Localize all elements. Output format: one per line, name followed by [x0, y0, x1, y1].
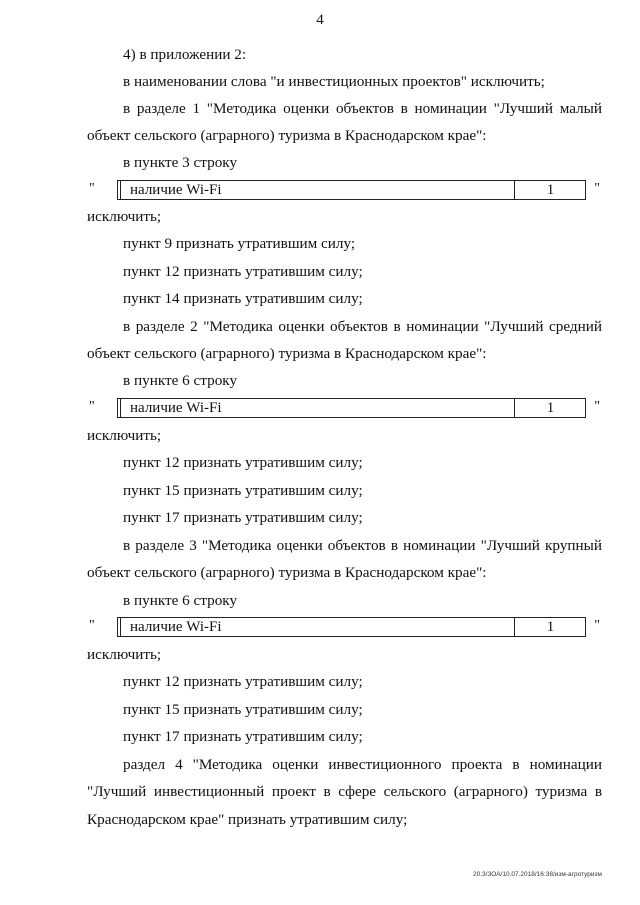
- text-line: 4) в приложении 2:: [123, 46, 247, 63]
- table-row: [87, 617, 602, 637]
- text-line: исключить;: [87, 208, 162, 225]
- text-line: раздел 4 "Методика оценки инвестиционного проекта в номинации: [123, 756, 602, 773]
- row-name-cell: наличие Wi-Fi: [120, 399, 514, 417]
- page-number: 4: [316, 12, 324, 28]
- text-line: Краснодарском крае" признать утратившим силу;: [87, 811, 408, 828]
- row-box: [117, 180, 586, 200]
- table-row: [87, 180, 602, 200]
- row-name-cell: наличие Wi-Fi: [120, 181, 514, 199]
- text-line: в разделе 1 "Методика оценки объектов в номинации "Лучший малый: [123, 100, 602, 117]
- close-quote: ": [594, 181, 600, 196]
- open-quote: ": [89, 181, 95, 196]
- text-line: в пункте 6 строку: [123, 372, 238, 389]
- open-quote: ": [89, 618, 95, 633]
- text-line: объект сельского (аграрного) туризма в Краснодарском крае":: [87, 564, 487, 581]
- text-line: "Лучший инвестиционный проект в сфере сельского (аграрного) туризма в: [87, 783, 602, 800]
- footer-code: 20.3/ЗОА/10.07.2018/16:38/изм-агротуризм: [472, 871, 602, 878]
- text-line: в разделе 2 "Методика оценки объектов в номинации "Лучший средний: [123, 318, 602, 335]
- text-line: пункт 12 признать утратившим силу;: [123, 263, 363, 280]
- text-line: пункт 12 признать утратившим силу;: [123, 454, 363, 471]
- text-line: пункт 12 признать утратившим силу;: [123, 673, 363, 690]
- row-box: [117, 617, 586, 637]
- text-line: в разделе 3 "Методика оценки объектов в номинации "Лучший крупный: [123, 537, 602, 554]
- text-line: исключить;: [87, 646, 162, 663]
- text-line: объект сельского (аграрного) туризма в Краснодарском крае":: [87, 345, 487, 362]
- text-line: пункт 17 признать утратившим силу;: [123, 728, 363, 745]
- text-line: пункт 17 признать утратившим силу;: [123, 509, 363, 526]
- text-line: объект сельского (аграрного) туризма в Краснодарском крае":: [87, 127, 487, 144]
- row-name-cell: наличие Wi-Fi: [120, 618, 514, 636]
- text-line: пункт 15 признать утратившим силу;: [123, 701, 363, 718]
- close-quote: ": [594, 618, 600, 633]
- row-value-cell: 1: [514, 181, 586, 199]
- text-line: в наименовании слова "и инвестиционных проектов" исключить;: [123, 73, 545, 90]
- text-line: пункт 15 признать утратившим силу;: [123, 482, 363, 499]
- text-line: в пункте 6 строку: [123, 592, 238, 609]
- text-line: пункт 14 признать утратившим силу;: [123, 290, 363, 307]
- table-row: [87, 398, 602, 418]
- close-quote: ": [594, 399, 600, 414]
- text-line: исключить;: [87, 427, 162, 444]
- row-box: [117, 398, 586, 418]
- open-quote: ": [89, 399, 95, 414]
- text-line: в пункте 3 строку: [123, 154, 238, 171]
- row-value-cell: 1: [514, 618, 586, 636]
- row-value-cell: 1: [514, 399, 586, 417]
- text-line: пункт 9 признать утратившим силу;: [123, 235, 356, 252]
